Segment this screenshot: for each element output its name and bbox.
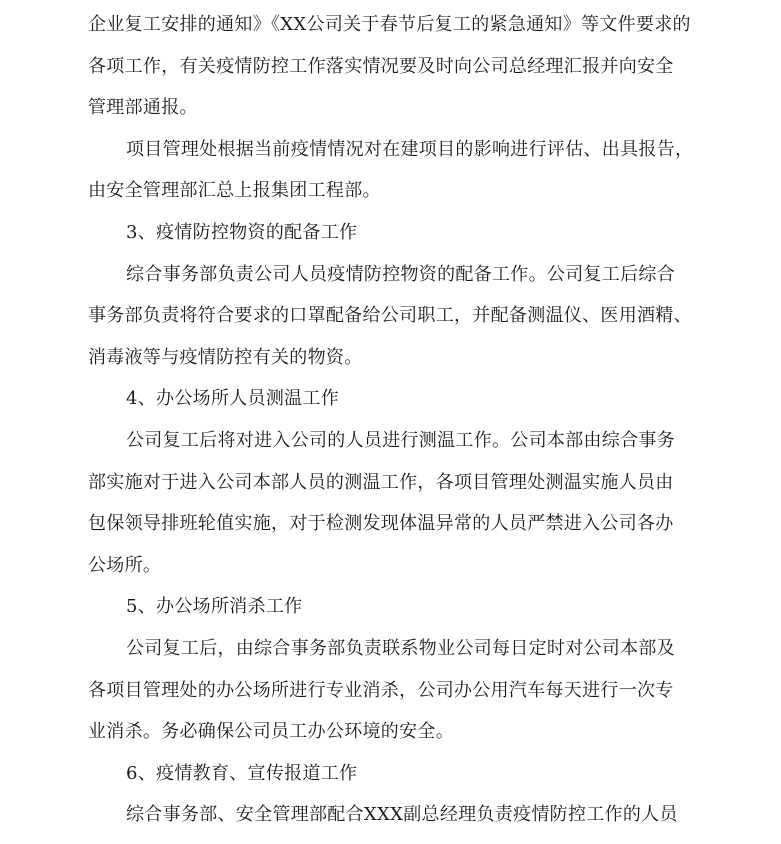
text-line: 包保领导排班轮值实施，对于检测发现体温异常的人员严禁进入公司各办: [88, 513, 674, 535]
paragraph-first-line: 公司复工后，由综合事务部负责联系物业公司每日定时对公司本部及: [126, 637, 675, 659]
text-line: 事务部负责将符合要求的口罩配备给公司职工，并配备测温仪、医用酒精、: [88, 305, 692, 327]
paragraph-first-line: 综合事务部、安全管理部配合XXX副总经理负责疫情防控工作的人员: [126, 804, 678, 826]
text-line: 消毒液等与疫情防控有关的物资。: [88, 346, 363, 368]
text-line: 各项目管理处的办公场所进行专业消杀，公司办公用汽车每天进行一次专: [88, 679, 674, 701]
section-heading-5: 5、办公场所消杀工作: [126, 596, 303, 618]
text-line: 管理部通报。: [88, 97, 198, 119]
section-heading-6: 6、疫情教育、宣传报道工作: [126, 762, 358, 784]
paragraph-first-line: 项目管理处根据当前疫情情况对在建项目的影响进行评估、出具报告，: [126, 138, 694, 160]
paragraph-first-line: 公司复工后将对进入公司的人员进行测温工作。公司本部由综合事务: [126, 429, 675, 451]
section-heading-3: 3、疫情防控物资的配备工作: [126, 221, 358, 243]
section-heading-4: 4、办公场所人员测温工作: [126, 388, 340, 410]
text-line: 公场所。: [88, 554, 162, 576]
text-line: 由安全管理部汇总上报集团工程部。: [88, 180, 381, 202]
text-line: 企业复工安排的通知》《XX公司关于春节后复工的紧急通知》等文件要求的: [88, 14, 691, 35]
document-body: [88, 4, 694, 836]
paragraph-first-line: 综合事务部负责公司人员疫情防控物资的配备工作。公司复工后综合: [126, 263, 675, 285]
text-line: 各项工作，有关疫情防控工作落实情况要及时向公司总经理汇报并向安全: [88, 55, 674, 77]
text-line: 业消杀。务必确保公司员工办公环境的安全。: [88, 721, 454, 743]
text-line: 部实施对于进入公司本部人员的测温工作，各项目管理处测温实施人员由: [88, 471, 674, 493]
